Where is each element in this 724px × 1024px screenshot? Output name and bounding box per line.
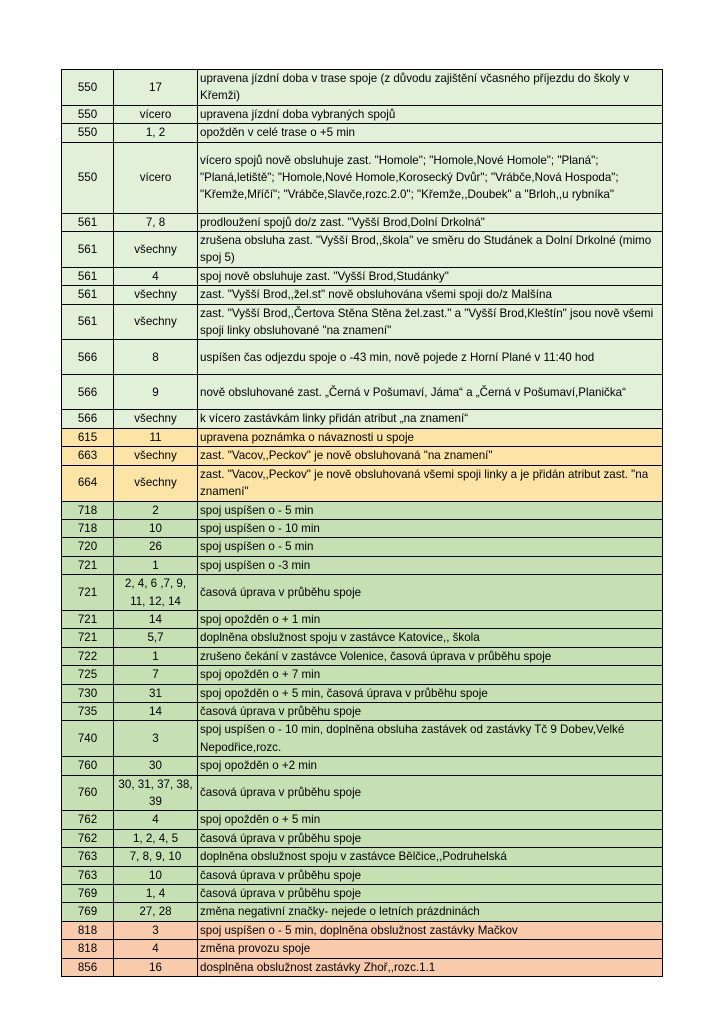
table-row	[62, 885, 663, 903]
line-number-cell: 550	[62, 142, 114, 213]
change-description-cell: spoj opožděn o +2 min	[198, 757, 663, 775]
connections-cell: 1	[114, 556, 198, 574]
change-description-cell: doplněna obslužnost spoju v zastávce Katovice,, škola	[198, 629, 663, 647]
change-description-cell: opožděn v celé trase o +5 min	[198, 124, 663, 142]
line-number-cell: 566	[62, 410, 114, 428]
change-description-cell: časová úprava v průběhu spoje	[198, 775, 663, 811]
line-number-cell: 718	[62, 519, 114, 537]
table-row	[62, 702, 663, 720]
table-row	[62, 757, 663, 775]
table-row	[62, 721, 663, 757]
changes-table	[61, 69, 663, 977]
connections-cell: 1, 2	[114, 124, 198, 142]
connections-cell: 9	[114, 375, 198, 410]
line-number-cell: 561	[62, 232, 114, 268]
line-number-cell: 561	[62, 286, 114, 304]
change-description-cell: doplněna obslužnost spoju v zastávce Bělčice,,Podruhelská	[198, 848, 663, 866]
table-row	[62, 105, 663, 123]
connections-cell: 7, 8	[114, 213, 198, 231]
change-description-cell: změna provozu spoje	[198, 940, 663, 958]
line-number-cell: 769	[62, 885, 114, 903]
change-description-cell: spoj uspíšen o - 10 min, doplněna obsluha zastávek od zastávky Tč 9 Dobev,Velké Nepodřice,rozc.	[198, 721, 663, 757]
change-description-cell: zast. "Vyšší Brod,,Čertova Stěna Stěna žel.zast." a "Vyšší Brod,Kleštín" jsou nově všemi spoji linky obsluhované "na znamení"	[198, 304, 663, 340]
connections-cell: všechny	[114, 447, 198, 465]
table-row	[62, 70, 663, 106]
line-number-cell: 663	[62, 447, 114, 465]
table-row	[62, 286, 663, 304]
change-description-cell: časová úprava v průběhu spoje	[198, 829, 663, 847]
table-row	[62, 866, 663, 884]
table-row	[62, 848, 663, 866]
table-row	[62, 428, 663, 446]
connections-cell: 2	[114, 501, 198, 519]
line-number-cell: 550	[62, 124, 114, 142]
change-description-cell: zrušena obsluha zast. "Vyšší Brod,,škola" ve směru do Studánek a Dolní Drkolné (mimo spoj 5)	[198, 232, 663, 268]
connections-cell: 3	[114, 921, 198, 939]
change-description-cell: zrušeno čekání v zastávce Volenice, časová úprava v průběhu spoje	[198, 647, 663, 665]
line-number-cell: 561	[62, 304, 114, 340]
line-number-cell: 735	[62, 702, 114, 720]
connections-cell: všechny	[114, 286, 198, 304]
table-row	[62, 465, 663, 501]
change-description-cell: nově obsluhované zast. „Černá v Pošumaví, Jáma“ a „Černá v Pošumaví,Planička“	[198, 375, 663, 410]
table-row	[62, 958, 663, 976]
table-row	[62, 142, 663, 213]
change-description-cell: k vícero zastávkám linky přidán atribut „na znamení“	[198, 410, 663, 428]
line-number-cell: 818	[62, 940, 114, 958]
table-row	[62, 124, 663, 142]
line-number-cell: 740	[62, 721, 114, 757]
connections-cell: všechny	[114, 410, 198, 428]
connections-cell: 30	[114, 757, 198, 775]
connections-cell: 1, 4	[114, 885, 198, 903]
table-row	[62, 304, 663, 340]
line-number-cell: 550	[62, 105, 114, 123]
change-description-cell: spoj opožděn o + 1 min	[198, 610, 663, 628]
line-number-cell: 760	[62, 757, 114, 775]
line-number-cell: 725	[62, 666, 114, 684]
table-row	[62, 519, 663, 537]
connections-cell: 3	[114, 721, 198, 757]
table-row	[62, 232, 663, 268]
table-row	[62, 629, 663, 647]
table-row	[62, 267, 663, 285]
line-number-cell: 762	[62, 811, 114, 829]
change-description-cell: spoj nově obsluhuje zast. "Vyšší Brod,Studánky"	[198, 267, 663, 285]
connections-cell: 27, 28	[114, 903, 198, 921]
table-row	[62, 340, 663, 375]
connections-cell: 2, 4, 6 ,7, 9, 11, 12, 14	[114, 575, 198, 611]
connections-cell: 7, 8, 9, 10	[114, 848, 198, 866]
table-row	[62, 375, 663, 410]
table-row	[62, 903, 663, 921]
connections-cell: 16	[114, 958, 198, 976]
change-description-cell: časová úprava v průběhu spoje	[198, 866, 663, 884]
change-description-cell: časová úprava v průběhu spoje	[198, 702, 663, 720]
connections-cell: 1, 2, 4, 5	[114, 829, 198, 847]
table-row	[62, 447, 663, 465]
table-row	[62, 538, 663, 556]
table-row	[62, 556, 663, 574]
table-row	[62, 811, 663, 829]
table-row	[62, 575, 663, 611]
connections-cell: 14	[114, 702, 198, 720]
change-description-cell: spoj uspíšen o - 10 min	[198, 519, 663, 537]
connections-cell: všechny	[114, 465, 198, 501]
change-description-cell: upravena jízdní doba vybraných spojů	[198, 105, 663, 123]
connections-cell: 4	[114, 267, 198, 285]
change-description-cell: dosplněna obslužnost zastávky Zhoř,,rozc.1.1	[198, 958, 663, 976]
connections-cell: 4	[114, 811, 198, 829]
change-description-cell: uspíšen čas odjezdu spoje o -43 min, nově pojede z Horní Plané v 11:40 hod	[198, 340, 663, 375]
line-number-cell: 721	[62, 629, 114, 647]
line-number-cell: 763	[62, 866, 114, 884]
change-description-cell: časová úprava v průběhu spoje	[198, 575, 663, 611]
connections-cell: 10	[114, 519, 198, 537]
line-number-cell: 762	[62, 829, 114, 847]
change-description-cell: spoj uspíšen o - 5 min, doplněna obslužnost zastávky Mačkov	[198, 921, 663, 939]
change-description-cell: spoj uspíšen o - 5 min	[198, 501, 663, 519]
change-description-cell: vícero spojů nově obsluhuje zast. "Homole"; "Homole,Nové Homole"; "Planá"; "Planá,letiště"; "Homole,Nové Homole,Korosecký Dvůr"; "Vrábče,Nová Hospoda"; "Křemže,Mříčí"; "Vrábče,Slavče,rozc.2.0"; "Křemže,,Doubek" a "Brloh,,u rybníka"	[198, 142, 663, 213]
line-number-cell: 550	[62, 70, 114, 106]
table-row	[62, 501, 663, 519]
line-number-cell: 730	[62, 684, 114, 702]
change-description-cell: spoj uspíšen o -3 min	[198, 556, 663, 574]
change-description-cell: spoj opožděn o + 5 min	[198, 811, 663, 829]
change-description-cell: změna negativní značky- nejede o letních prázdninách	[198, 903, 663, 921]
connections-cell: všechny	[114, 232, 198, 268]
connections-cell: 11	[114, 428, 198, 446]
table-row	[62, 684, 663, 702]
connections-cell: 5,7	[114, 629, 198, 647]
table-row	[62, 410, 663, 428]
line-number-cell: 818	[62, 921, 114, 939]
line-number-cell: 561	[62, 267, 114, 285]
line-number-cell: 566	[62, 340, 114, 375]
line-number-cell: 721	[62, 556, 114, 574]
connections-cell: vícero	[114, 105, 198, 123]
table-row	[62, 647, 663, 665]
change-description-cell: zast. "Vacov,,Peckov" je nově obsluhovaná všemi spoji linky a je přidán atribut zast. "na znamení"	[198, 465, 663, 501]
connections-cell: všechny	[114, 304, 198, 340]
line-number-cell: 763	[62, 848, 114, 866]
connections-cell: 7	[114, 666, 198, 684]
connections-cell: 14	[114, 610, 198, 628]
change-description-cell: upravena poznámka o návaznosti u spoje	[198, 428, 663, 446]
connections-cell: 26	[114, 538, 198, 556]
connections-cell: vícero	[114, 142, 198, 213]
line-number-cell: 718	[62, 501, 114, 519]
line-number-cell: 664	[62, 465, 114, 501]
table-row	[62, 940, 663, 958]
change-description-cell: zast. "Vyšší Brod,,žel.st" nově obsluhována všemi spoji do/z Malšína	[198, 286, 663, 304]
table-row	[62, 775, 663, 811]
line-number-cell: 721	[62, 575, 114, 611]
table-row	[62, 921, 663, 939]
line-number-cell: 856	[62, 958, 114, 976]
line-number-cell: 760	[62, 775, 114, 811]
table-row	[62, 213, 663, 231]
table-body	[62, 70, 663, 977]
line-number-cell: 722	[62, 647, 114, 665]
change-description-cell: zast. "Vacov,,Peckov" je nově obsluhovaná "na znamení"	[198, 447, 663, 465]
change-description-cell: časová úprava v průběhu spoje	[198, 885, 663, 903]
connections-cell: 1	[114, 647, 198, 665]
connections-cell: 4	[114, 940, 198, 958]
line-number-cell: 561	[62, 213, 114, 231]
table-row	[62, 829, 663, 847]
table-row	[62, 610, 663, 628]
connections-cell: 31	[114, 684, 198, 702]
line-number-cell: 720	[62, 538, 114, 556]
connections-cell: 30, 31, 37, 38, 39	[114, 775, 198, 811]
change-description-cell: prodloužení spojů do/z zast. "Vyšší Brod,Dolní Drkolná"	[198, 213, 663, 231]
line-number-cell: 615	[62, 428, 114, 446]
table-row	[62, 666, 663, 684]
change-description-cell: spoj uspíšen o - 5 min	[198, 538, 663, 556]
line-number-cell: 769	[62, 903, 114, 921]
connections-cell: 8	[114, 340, 198, 375]
change-description-cell: spoj opožděn o + 7 min	[198, 666, 663, 684]
change-description-cell: upravena jízdní doba v trase spoje (z důvodu zajištění včasného příjezdu do školy v Křemži)	[198, 70, 663, 106]
change-description-cell: spoj opožděn o + 5 min, časová úprava v průběhu spoje	[198, 684, 663, 702]
connections-cell: 17	[114, 70, 198, 106]
connections-cell: 10	[114, 866, 198, 884]
line-number-cell: 566	[62, 375, 114, 410]
line-number-cell: 721	[62, 610, 114, 628]
